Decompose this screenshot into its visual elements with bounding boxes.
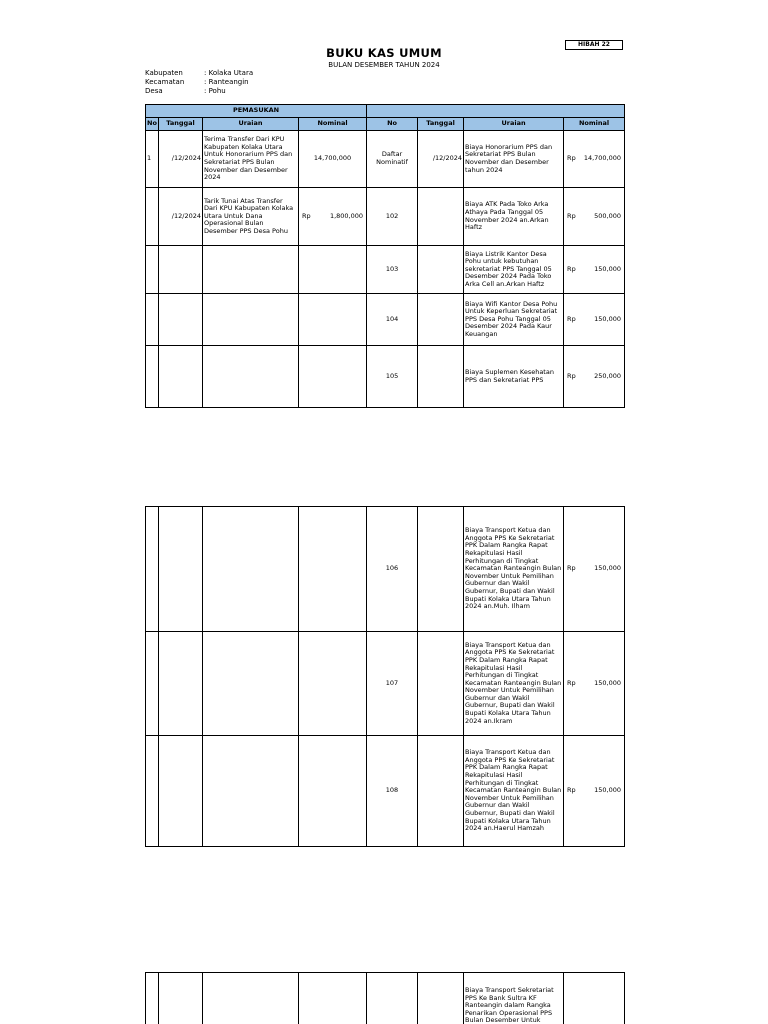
in-amount-cell — [299, 188, 367, 246]
currency-label: Rp — [567, 564, 576, 573]
out-description-cell: Biaya Honorarium PPS dan Sekretariat PPS Bulan November dan Desember tahun 2024 — [464, 131, 564, 188]
out-no-cell: 104 — [367, 294, 418, 346]
amount-value: 150,000 — [594, 564, 621, 573]
out-no-cell: 103 — [367, 246, 418, 294]
out-no-cell: 107 — [367, 632, 418, 736]
in-description-cell — [203, 246, 299, 294]
amount-value: 150,000 — [594, 786, 621, 795]
out-amount-cell — [564, 246, 625, 294]
in-no-cell — [146, 507, 159, 632]
page-title: BUKU KAS UMUM — [326, 46, 442, 60]
in-no-cell — [146, 246, 159, 294]
meta-label: Kabupaten — [145, 69, 183, 77]
meta-label: Desa — [145, 87, 163, 95]
table-row — [146, 346, 625, 408]
in-date-cell — [159, 346, 203, 408]
out-no-cell: 106 — [367, 507, 418, 632]
in-description-cell — [203, 736, 299, 847]
out-description-cell: Biaya Suplemen Kesehatan PPS dan Sekretariat PPS — [464, 346, 564, 408]
doc-code-badge: HIBAH 22 — [565, 40, 623, 50]
out-no-cell: 105 — [367, 346, 418, 408]
amount-value: 250,000 — [594, 371, 622, 380]
amount-value: 150,000 — [594, 678, 621, 687]
in-date-cell: /12/2024 — [159, 131, 203, 188]
out-description-cell: Biaya Transport Sekretariat PPS Ke Bank Sultra KF Ranteangin dalam Rangka Penarikan Operasional PPS Bulan Desember Untuk — [464, 973, 564, 1024]
column-header-row — [146, 118, 625, 131]
out-amount-cell — [564, 188, 625, 246]
in-date-cell — [159, 736, 203, 847]
in-description-cell: Terima Transfer Dari KPU Kabupaten Kolaka Utara Untuk Honorarium PPS dan Sekretariat PPS Bulan November dan Desember 2024 — [203, 131, 299, 188]
col-header-tanggal: Tanggal — [418, 118, 464, 131]
out-date-cell — [418, 973, 464, 1024]
out-no-cell: 108 — [367, 736, 418, 847]
amount-value: 500,000 — [594, 211, 622, 220]
in-amount-cell — [299, 246, 367, 294]
in-date-cell: /12/2024 — [159, 188, 203, 246]
out-amount-cell — [564, 131, 625, 188]
in-date-cell — [159, 294, 203, 346]
amount-value: 1,800,000 — [329, 211, 364, 220]
out-no-cell — [367, 973, 418, 1024]
ledger-table-page-2 — [145, 506, 625, 847]
in-description-cell — [203, 346, 299, 408]
in-description-cell: Tarik Tunai Atas Transfer Dari KPU Kabupaten Kolaka Utara Untuk Dana Operasional Bulan Desember PPS Desa Pohu — [203, 188, 299, 246]
amount-value: 150,000 — [594, 264, 622, 273]
in-amount-cell: 14,700,000 — [299, 131, 367, 188]
out-description-cell: Biaya Wifi Kantor Desa Pohu Untuk Keperluan Sekretariat PPS Desa Pohu Tanggal 05 Desember 2024 Pada Kaur Keuangan — [464, 294, 564, 346]
table-row — [146, 736, 625, 847]
in-no-cell — [146, 188, 159, 246]
in-amount-cell — [299, 736, 367, 847]
amount-value: 14,700,000 — [583, 154, 622, 163]
out-amount-cell — [564, 736, 625, 847]
ledger-table-page-3 — [145, 972, 625, 1024]
table-row — [146, 188, 625, 246]
out-description-cell: Biaya ATK Pada Toko Arka Athaya Pada Tanggal 05 November 2024 an.Arkan Haftz — [464, 188, 564, 246]
currency-label: Rp — [567, 154, 576, 163]
out-description-cell: Biaya Transport Ketua dan Anggota PPS Ke Sekretariat PPK Dalam Rangka Rapat Rekapitulasi Hasil Perhitungan di Tingkat Kecamatan Ranteangin Bulan November Untuk Pemilihan Gubernur dan Wakil Gubernur, Bupati dan Wakil Bupati Kolaka Utara Tahun 2024 an.Haerul Hamzah — [464, 736, 564, 847]
in-description-cell — [203, 294, 299, 346]
out-date-cell — [418, 632, 464, 736]
page-subtitle: BULAN DESEMBER TAHUN 2024 — [328, 61, 440, 69]
in-no-cell: 1 — [146, 131, 159, 188]
in-date-cell — [159, 632, 203, 736]
in-amount-cell — [299, 346, 367, 408]
table-row — [146, 246, 625, 294]
currency-label: Rp — [302, 211, 311, 220]
in-amount-cell — [299, 973, 367, 1024]
in-no-cell — [146, 294, 159, 346]
currency-label: Rp — [567, 211, 576, 220]
col-header-uraian: Uraian — [464, 118, 564, 131]
in-date-cell — [159, 973, 203, 1024]
col-header-no: No — [367, 118, 418, 131]
out-description-cell: Biaya Transport Ketua dan Anggota PPS Ke Sekretariat PPK Dalam Rangka Rapat Rekapitulasi Hasil Perhitungan di Tingkat Kecamatan Ranteangin Bulan November Untuk Pemilihan Gubernur dan Wakil Gubernur, Bupati dan Wakil Bupati Kolaka Utara Tahun 2024 an.Muh. Ilham — [464, 507, 564, 632]
currency-label: Rp — [567, 264, 576, 273]
meta-value: : Pohu — [204, 87, 226, 95]
out-amount-cell — [564, 632, 625, 736]
in-description-cell — [203, 507, 299, 632]
in-description-cell — [203, 973, 299, 1024]
currency-label: Rp — [567, 786, 576, 795]
currency-label: Rp — [567, 314, 576, 323]
col-header-tanggal: Tanggal — [159, 118, 203, 131]
section-header-pemasukan: PEMASUKAN — [146, 105, 367, 118]
in-description-cell — [203, 632, 299, 736]
out-description-cell: Biaya Transport Ketua dan Anggota PPS Ke Sekretariat PPK Dalam Rangka Rapat Rekapitulasi Hasil Perhitungan di Tingkat Kecamatan Ranteangin Bulan November Untuk Pemilihan Gubernur dan Wakil Gubernur, Bupati dan Wakil Bupati Kolaka Utara Tahun 2024 an.Ikram — [464, 632, 564, 736]
in-amount-cell — [299, 294, 367, 346]
out-date-cell — [418, 188, 464, 246]
out-amount-cell — [564, 346, 625, 408]
out-date-cell — [418, 507, 464, 632]
out-no-cell: Daftar Nominatif — [367, 131, 418, 188]
meta-value: : Ranteangin — [204, 78, 249, 86]
in-no-cell — [146, 973, 159, 1024]
table-row — [146, 632, 625, 736]
out-date-cell — [418, 246, 464, 294]
in-no-cell — [146, 736, 159, 847]
currency-label: Rp — [567, 678, 576, 687]
in-date-cell — [159, 507, 203, 632]
col-header-nominal: Nominal — [299, 118, 367, 131]
currency-label: Rp — [567, 371, 576, 380]
ledger-table-page-1 — [145, 104, 625, 408]
in-date-cell — [159, 246, 203, 294]
meta-label: Kecamatan — [145, 78, 185, 86]
amount-value: 150,000 — [594, 314, 622, 323]
table-row — [146, 294, 625, 346]
meta-value: : Kolaka Utara — [204, 69, 254, 77]
section-header-blank — [367, 105, 625, 118]
out-date-cell — [418, 736, 464, 847]
in-no-cell — [146, 346, 159, 408]
in-amount-cell — [299, 632, 367, 736]
col-header-nominal: Nominal — [564, 118, 625, 131]
out-amount-cell — [564, 507, 625, 632]
table-row — [146, 131, 625, 188]
out-date-cell — [418, 294, 464, 346]
in-no-cell — [146, 632, 159, 736]
out-amount-cell — [564, 973, 625, 1024]
in-amount-cell — [299, 507, 367, 632]
out-no-cell: 102 — [367, 188, 418, 246]
out-description-cell: Biaya Listrik Kantor Desa Pohu untuk kebutuhan sekretariat PPS Tanggal 05 Desember 2024 Pada Toko Arka Cell an.Arkan Haftz — [464, 246, 564, 294]
col-header-no: No — [146, 118, 159, 131]
table-row — [146, 973, 625, 1024]
out-amount-cell — [564, 294, 625, 346]
table-row — [146, 507, 625, 632]
out-date-cell: /12/2024 — [418, 131, 464, 188]
col-header-uraian: Uraian — [203, 118, 299, 131]
out-date-cell — [418, 346, 464, 408]
